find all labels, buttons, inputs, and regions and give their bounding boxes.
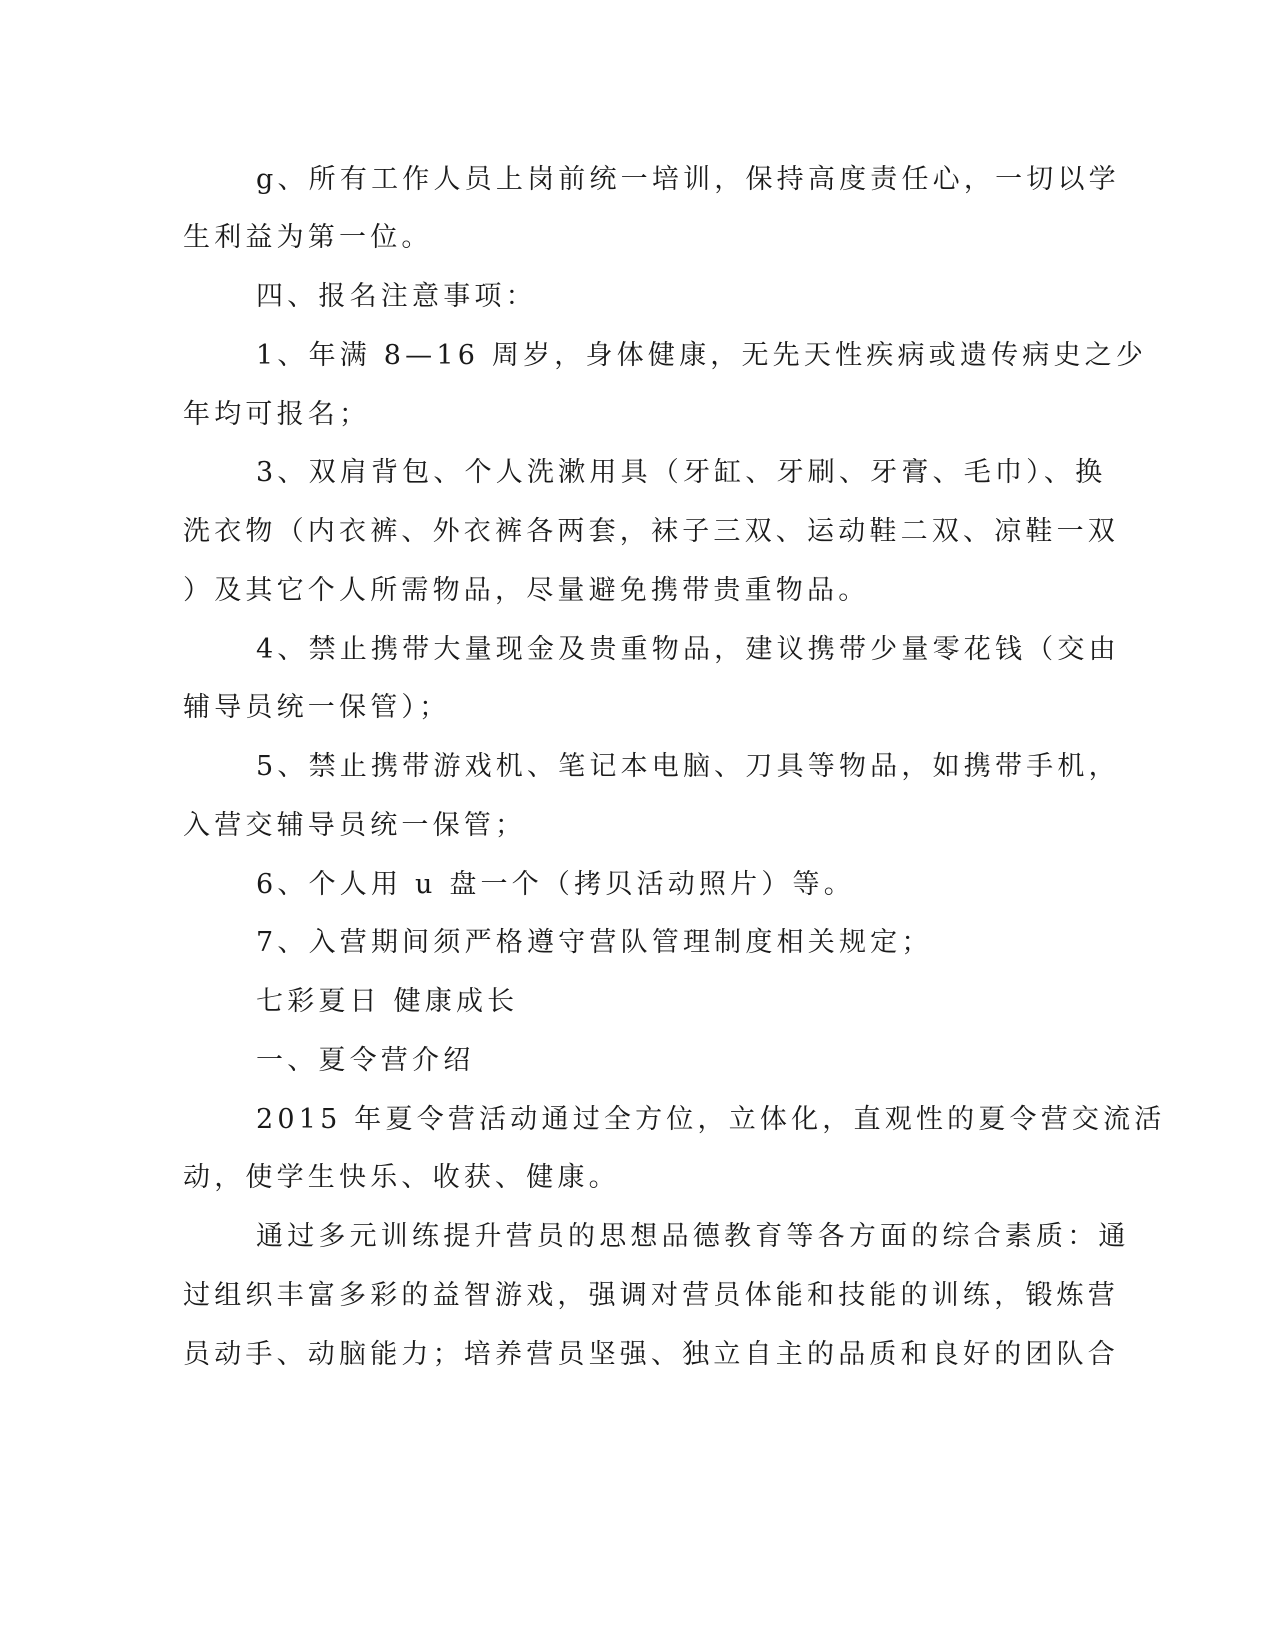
paragraph-line: 入营交辅导员统一保管； <box>183 810 527 841</box>
paragraph-line: 4、禁止携带大量现金及贵重物品，建议携带少量零花钱（交由 <box>256 634 1120 665</box>
paragraph-line: 过组织丰富多彩的益智游戏，强调对营员体能和技能的训练，锻炼营 <box>183 1280 1119 1311</box>
section-heading: 一、夏令营介绍 <box>256 1045 475 1076</box>
paragraph-line: 年均可报名； <box>183 399 371 430</box>
paragraph-line: 1、年满 8—16 周岁，身体健康，无先天性疾病或遗传病史之少 <box>256 340 1148 371</box>
paragraph-line: 6、个人用 u 盘一个（拷贝活动照片）等。 <box>256 869 855 900</box>
paragraph-line: 7、入营期间须严格遵守营队管理制度相关规定； <box>256 927 933 958</box>
paragraph-line: g、所有工作人员上岗前统一培训，保持高度责任心，一切以学 <box>256 164 1120 195</box>
paragraph-line: 员动手、动脑能力；培养营员坚强、独立自主的品质和良好的团队合 <box>183 1339 1119 1370</box>
paragraph-line: ）及其它个人所需物品，尽量避免携带贵重物品。 <box>183 575 870 606</box>
paragraph-line: 辅导员统一保管）； <box>183 692 451 723</box>
paragraph-line: 3、双肩背包、个人洗漱用具（牙缸、牙刷、牙膏、毛巾）、换 <box>256 457 1107 488</box>
paragraph-line: 动，使学生快乐、收获、健康。 <box>183 1162 620 1193</box>
paragraph-line: 通过多元训练提升营员的思想品德教育等各方面的综合素质：通 <box>256 1221 1130 1252</box>
section-heading: 四、报名注意事项： <box>256 281 537 312</box>
paragraph-line: 2015 年夏令营活动通过全方位，立体化，直观性的夏令营交流活 <box>256 1104 1166 1135</box>
paragraph-line: 洗衣物（内衣裤、外衣裤各两套，袜子三双、运动鞋二双、凉鞋一双 <box>183 516 1119 547</box>
section-heading: 七彩夏日 健康成长 <box>256 986 519 1017</box>
paragraph-line: 5、禁止携带游戏机、笔记本电脑、刀具等物品，如携带手机， <box>256 751 1120 782</box>
paragraph-line: 生利益为第一位。 <box>183 222 433 253</box>
